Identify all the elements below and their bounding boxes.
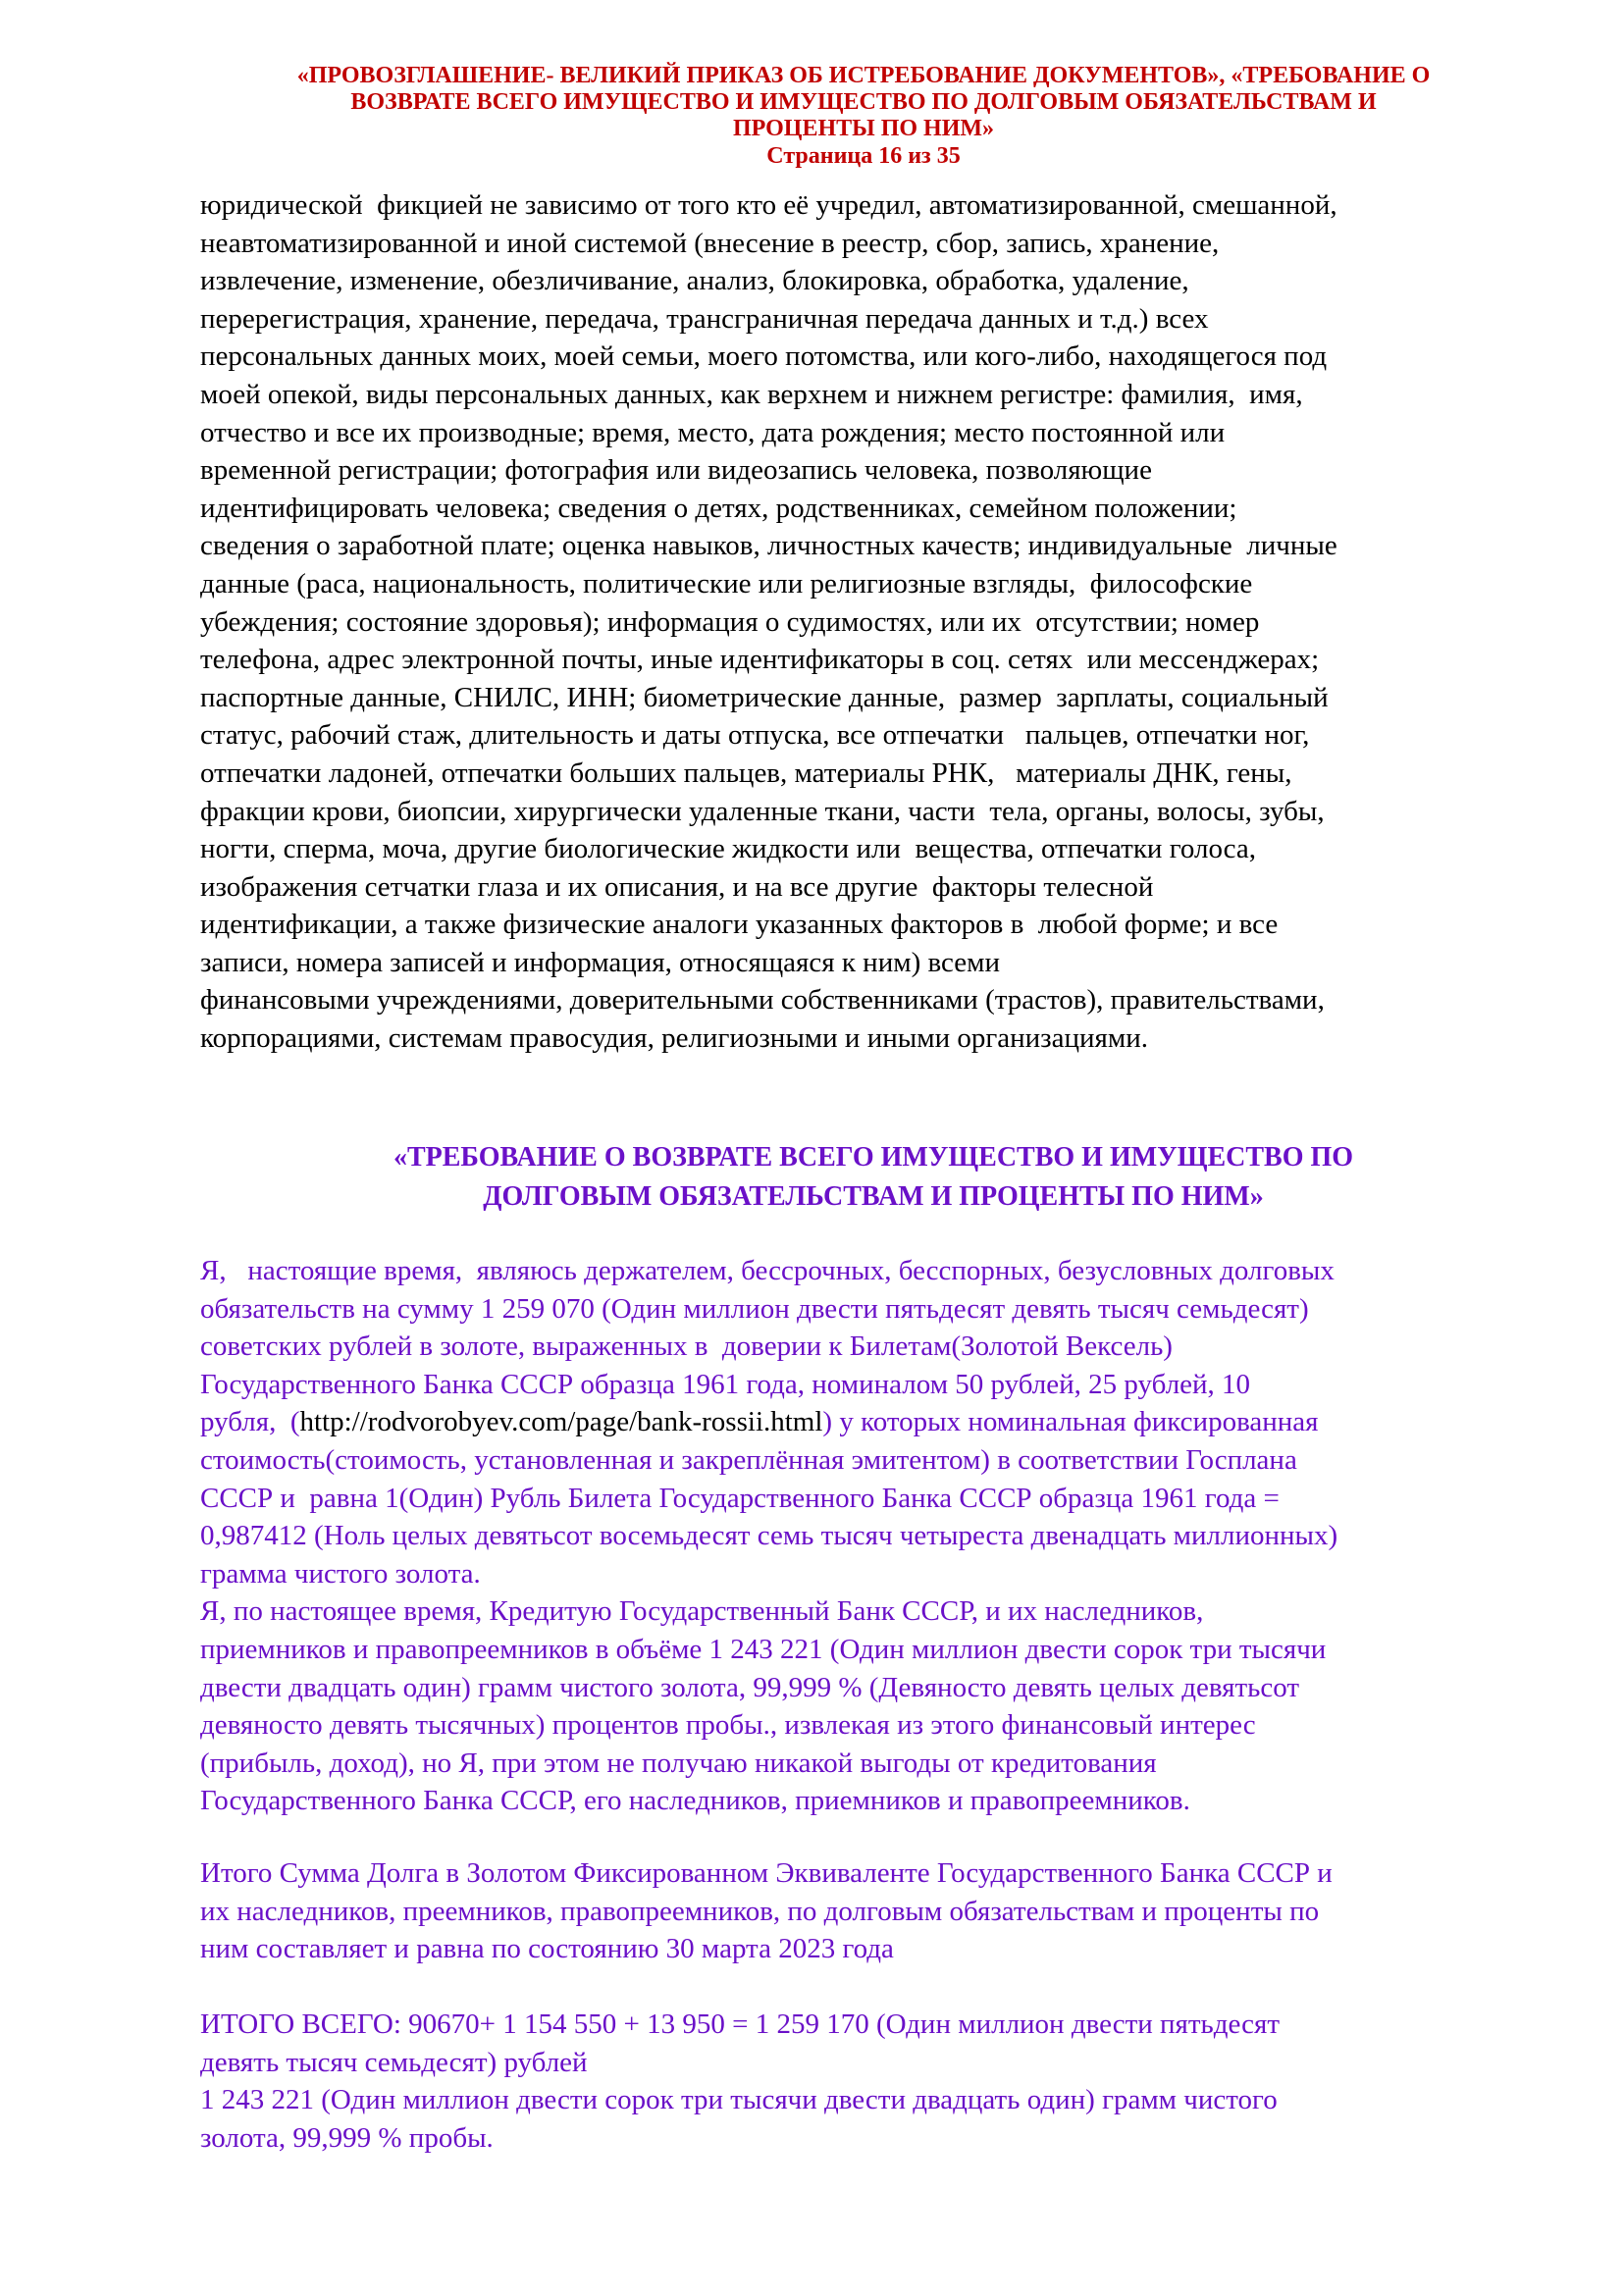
text-line: стоимость(стоимость, установленная и закреплённая эмитентом) в соответствии Госплана: [200, 1443, 1297, 1476]
url-suffix: ) у которых номинальная фиксированная: [822, 1406, 1319, 1438]
text-line: убеждения; состояние здоровья); информация о судимостях, или их отсутствии; номер: [200, 605, 1260, 638]
section-heading: [186, 1138, 1560, 1217]
text-line: временной регистрации; фотография или видеозапись человека, позволяющие: [200, 454, 1152, 487]
header-title-line: «ПРОВОЗГЛАШЕНИЕ- ВЕЛИКИЙ ПРИКАЗ ОБ ИСТРЕБОВАНИЕ ДОКУМЕНТОВ», «ТРЕБОВАНИЕ О: [296, 63, 1431, 88]
text-line: юридической фикцией не зависимо от того кто её учредил, автоматизированной, смешанной,: [200, 189, 1337, 221]
text-line: приемников и правопреемников в объёме 1 243 221 (Один миллион двести сорок три тысячи: [200, 1633, 1327, 1665]
text-line: советских рублей в золоте, выраженных в доверии к Билетам(Золотой Вексель): [200, 1330, 1173, 1363]
text-line: СССР и равна 1(Один) Рубль Билета Государственного Банка СССР образца 1961 года =: [200, 1482, 1280, 1514]
text-line: статус, рабочий стаж, длительность и даты отпуска, все отпечатки пальцев, отпечатки ног,: [200, 719, 1310, 752]
text-line: идентифицировать человека; сведения о детях, родственниках, семейном положении;: [200, 492, 1237, 524]
claim-paragraph: [200, 1252, 1574, 1820]
text-line: перерегистрация, хранение, передача, трансграничная передача данных и т.д.) всех: [200, 302, 1209, 335]
text-line: ИТОГО ВСЕГО: 90670+ 1 154 550 + 13 950 = 1 259 170 (Один миллион двести пятьдесят: [200, 2008, 1281, 2040]
text-line: обязательств на сумму 1 259 070 (Один миллион двести пятьдесят девять тысяч семьдесят): [200, 1292, 1309, 1325]
text-line: 1 243 221 (Один миллион двести сорок три тысячи двести двадцать один) грамм чистого: [200, 2084, 1278, 2116]
page-number: Страница 16 из 35: [766, 143, 961, 169]
text-line: грамма чистого золота.: [200, 1557, 481, 1590]
text-line: данные (раса, национальность, политические или религиозные взгляды, философские: [200, 567, 1253, 600]
text-line: неавтоматизированной и иной системой (внесение в реестр, сбор, запись, хранение,: [200, 227, 1220, 259]
text-line: 0,987412 (Ноль целых девятьсот восемьдесят семь тысяч четыреста двенадцать миллионных): [200, 1520, 1338, 1552]
text-line: двести двадцать один) грамм чистого золота, 99,999 % (Девяносто девять целых девятьсот: [200, 1671, 1300, 1703]
section-heading-line: ДОЛГОВЫМ ОБЯЗАТЕЛЬСТВАМ И ПРОЦЕНТЫ ПО НИМ»: [483, 1181, 1264, 1212]
source-link[interactable]: http://rodvorobyev.com/page/bank-rossii.html: [299, 1406, 823, 1438]
url-prefix: рубля, (: [200, 1406, 300, 1438]
text-line: сведения о заработной плате; оценка навыков, личностных качеств; индивидуальные личные: [200, 530, 1337, 562]
text-line: паспортные данные, СНИЛС, ИНН; биометрические данные, размер зарплаты, социальный: [200, 681, 1329, 713]
text-line: финансовыми учреждениями, доверительными собственниками (трастов), правительствами,: [200, 984, 1325, 1017]
text-line: извлечение, изменение, обезличивание, анализ, блокировка, обработка, удаление,: [200, 265, 1189, 297]
text-line: ним составляет и равна по состоянию 30 марта 2023 года: [200, 1933, 894, 1965]
total-debt-paragraph: [200, 1854, 1574, 1968]
header-title-line: ПРОЦЕНТЫ ПО НИМ»: [732, 116, 995, 141]
text-line: изображения сетчатки глаза и их описания, и на все другие факторы телесной: [200, 870, 1154, 903]
text-line: их наследников, преемников, правопреемников, по долговым обязательствам и проценты по: [200, 1895, 1320, 1927]
text-line: Я, настоящие время, являюсь держателем, бессрочных, бесспорных, безусловных долговых: [200, 1255, 1335, 1286]
text-line: Я, по настоящее время, Кредитую Государственный Банк СССР, и их наследников,: [200, 1595, 1204, 1628]
text-line: идентификации, а также физические аналоги указанных факторов в любой форме; и все: [200, 909, 1279, 941]
text-line: корпорациями, системам правосудия, религиозными и иными организациями.: [200, 1022, 1148, 1055]
header-title-line: ВОЗВРАТЕ ВСЕГО ИМУЩЕСТВО И ИМУЩЕСТВО ПО ДОЛГОВЫМ ОБЯЗАТЕЛЬСТВАМ И: [350, 89, 1377, 115]
text-line: девять тысяч семьдесят) рублей: [200, 2046, 588, 2078]
page-header: [177, 63, 1550, 170]
text-line: золота, 99,999 % пробы.: [200, 2121, 494, 2154]
text-line: записи, номера записей и информация, относящаяся к ним) всеми: [200, 946, 1000, 978]
text-line: ногти, сперма, моча, другие биологические жидкости или вещества, отпечатки голоса,: [200, 833, 1257, 865]
grand-total-paragraph: [200, 2006, 1574, 2157]
text-line: персональных данных моих, моей семьи, моего потомства, или кого-либо, находящегося под: [200, 340, 1328, 373]
text-line-with-url: [200, 1403, 1574, 1441]
text-line: фракции крови, биопсии, хирургически удаленные ткани, части тела, органы, волосы, зубы,: [200, 795, 1325, 827]
body-text-black: [200, 186, 1574, 1058]
text-line: отчество и все их производные; время, место, дата рождения; место постоянной или: [200, 416, 1226, 448]
text-line: девяносто девять тысячных) процентов пробы., извлекая из этого финансовый интерес: [200, 1709, 1256, 1742]
text-line: моей опекой, виды персональных данных, как верхнем и нижнем регистре: фамилия, имя,: [200, 378, 1303, 410]
text-line: телефона, адрес электронной почты, иные идентификаторы в соц. сетях или мессенджерах;: [200, 644, 1320, 676]
text-line: (прибыль, доход), но Я, при этом не получаю никакой выгоды от кредитования: [200, 1747, 1157, 1779]
text-line: отпечатки ладоней, отпечатки больших пальцев, материалы РНК, материалы ДНК, гены,: [200, 756, 1292, 789]
text-line: Итого Сумма Долга в Золотом Фиксированном Эквиваленте Государственного Банка СССР и: [200, 1857, 1333, 1889]
text-line: Государственного Банка СССР образца 1961 года, номиналом 50 рублей, 25 рублей, 10: [200, 1368, 1251, 1400]
text-line: Государственного Банка СССР, его наследников, приемников и правопреемников.: [200, 1785, 1190, 1817]
section-heading-line: «ТРЕБОВАНИЕ О ВОЗВРАТЕ ВСЕГО ИМУЩЕСТВО И ИМУЩЕСТВО ПО: [393, 1142, 1354, 1173]
